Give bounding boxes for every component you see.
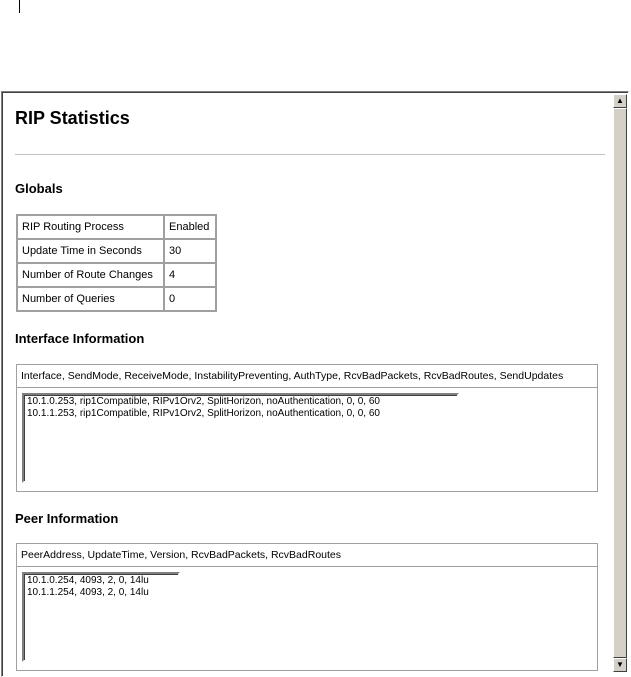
list-item[interactable]: 10.1.1.253, rip1Compatible, RIPv1Orv2, SplitHorizon, noAuthentication, 0, 0, 60 [27, 408, 380, 419]
row-value: 0 [164, 287, 216, 311]
interface-columns-header: Interface, SendMode, ReceiveMode, InstabilityPreventing, AuthType, RcvBadPackets, RcvBadRoutes, SendUpdates [17, 365, 597, 388]
row-label: RIP Routing Process [17, 215, 164, 239]
globals-table [16, 214, 217, 312]
interface-info-heading: Interface Information [15, 331, 145, 346]
peer-info-heading: Peer Information [15, 511, 119, 526]
peer-columns-header: PeerAddress, UpdateTime, Version, RcvBadPackets, RcvBadRoutes [17, 544, 597, 567]
divider [15, 154, 605, 156]
row-label: Number of Queries [17, 287, 164, 311]
scrollbar-thumb[interactable] [613, 108, 627, 658]
row-value: Enabled [164, 215, 216, 239]
row-label: Update Time in Seconds [17, 239, 164, 263]
row-value: 30 [164, 239, 216, 263]
row-value: 4 [164, 263, 216, 287]
list-item[interactable]: 10.1.0.254, 4093, 2, 0, 14lu [27, 575, 149, 586]
table-row [17, 215, 216, 239]
page-title: RIP Statistics [15, 108, 130, 128]
table-row [17, 263, 216, 287]
arrow-down-icon[interactable]: ▼ [613, 658, 627, 672]
interface-listbox[interactable] [22, 393, 459, 483]
table-row [17, 239, 216, 263]
table-row [17, 287, 216, 311]
row-label: Number of Route Changes [17, 263, 164, 287]
list-item[interactable]: 10.1.1.254, 4093, 2, 0, 14lu [27, 587, 149, 598]
interface-info-panel [16, 364, 598, 492]
peer-listbox[interactable] [22, 572, 180, 662]
vertical-scrollbar[interactable] [613, 94, 627, 672]
peer-info-panel [16, 543, 598, 671]
content-frame [1, 91, 629, 677]
globals-heading: Globals [15, 181, 63, 196]
arrow-up-icon[interactable]: ▲ [613, 94, 627, 108]
list-item[interactable]: 10.1.0.253, rip1Compatible, RIPv1Orv2, SplitHorizon, noAuthentication, 0, 0, 60 [27, 396, 380, 407]
window-corner-mark [0, 0, 20, 13]
page-content [4, 94, 612, 672]
